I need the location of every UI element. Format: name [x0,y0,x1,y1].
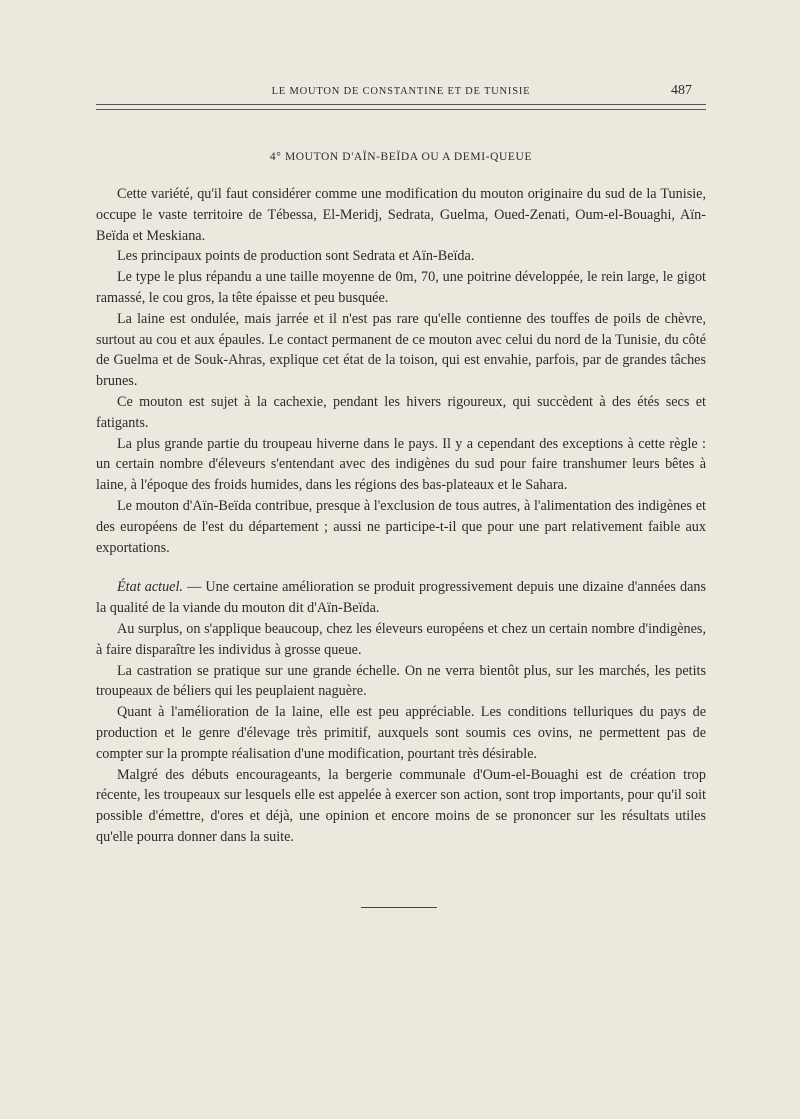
paragraph: Ce mouton est sujet à la cachexie, pendant les hivers rigoureux, qui succèdent à des étés secs et fatigants. [96,393,706,431]
page-number: 487 [671,83,692,98]
end-rule [361,907,437,908]
running-title: LE MOUTON DE CONSTANTINE ET DE TUNISIE [271,86,531,97]
paragraph: La laine est ondulée, mais jarrée et il n'est pas rare qu'elle contienne des touffes de poils de chèvre, surtout au cou et aux épaules. Le contact permanent de ce mouton avec celui du nord de la Tunisie, du côté de Guelma et de Souk-Ahras, explique cet état de la toison, qui est envahie, parfois, par de grandes tâches brunes. [96,310,706,390]
paragraph: Le mouton d'Aïn-Beïda contribue, presque à l'exclusion de tous autres, à l'alimentation des indigènes et des européens de l'est du département ; aussi ne participe-t-il que pour une part relativement faible aux exportations. [96,497,706,556]
section-heading: 4° MOUTON D'AÏN-BEÏDA OU A DEMI-QUEUE [269,151,533,163]
running-header [96,84,706,100]
etat-actuel-text: — Une certaine amélioration se produit progressivement depuis une dizaine d'années dans la qualité de la viande du mouton dit d'Aïn-Beïda. [96,579,706,617]
paragraph: Au surplus, on s'applique beaucoup, chez les éleveurs européens et chez un certain nombre d'indigènes, à faire disparaître les individus à grosse queue. [96,620,706,658]
paragraph: La plus grande partie du troupeau hiverne dans le pays. Il y a cependant des exceptions à cette règle : un certain nombre d'éleveurs s'entendant avec des indigènes du sud pour faire transhumer leurs bêtes à laine, à l'époque des froids humides, dans les régions des bas-plateaux et le Sahara. [96,435,706,494]
paragraph: Cette variété, qu'il faut considérer comme une modification du mouton originaire du sud de la Tunisie, occupe le vaste territoire de Tébessa, El-Meridj, Sedrata, Guelma, Oued-Zenati, Oum-el-Bouaghi, Aïn-Beïda et Meskiana. [96,186,706,244]
paragraph: La castration se pratique sur une grande échelle. On ne verra bientôt plus, sur les marchés, les petits troupeaux de béliers qui les peuplaient naguère. [96,662,706,700]
paragraph: Quant à l'amélioration de la laine, elle est peu appréciable. Les conditions telluriques du pays de production et le genre d'élevage très primitif, auxquels sont soumis ces ovins, ne permettent pas de compter sur la prompte réalisation d'une modification, pourtant très désirable. [96,704,706,762]
header-rule [96,104,706,110]
etat-actuel-paragraph [96,577,706,619]
paragraph: Malgré des débuts encourageants, la bergerie communale d'Oum-el-Bouaghi est de création trop récente, les troupeaux sur lesquels elle est appelée à exercer son action, sont trop importants, pour qu'il soit possible d'émettre, d'ores et déjà, une opinion et encore moins de se prononcer sur les résultats utiles qu'elle pourra donner dans la suite. [96,766,706,845]
etat-actuel-heading: État actuel. [117,579,183,596]
paragraph: Les principaux points de production sont Sedrata et Aïn-Beïda. [117,248,475,265]
body-text [96,184,706,848]
paragraph: Le type le plus répandu a une taille moyenne de 0m, 70, une poitrine développée, le rein large, le gigot ramassé, le cou gros, la tête épaisse et peu busquée. [96,269,706,306]
